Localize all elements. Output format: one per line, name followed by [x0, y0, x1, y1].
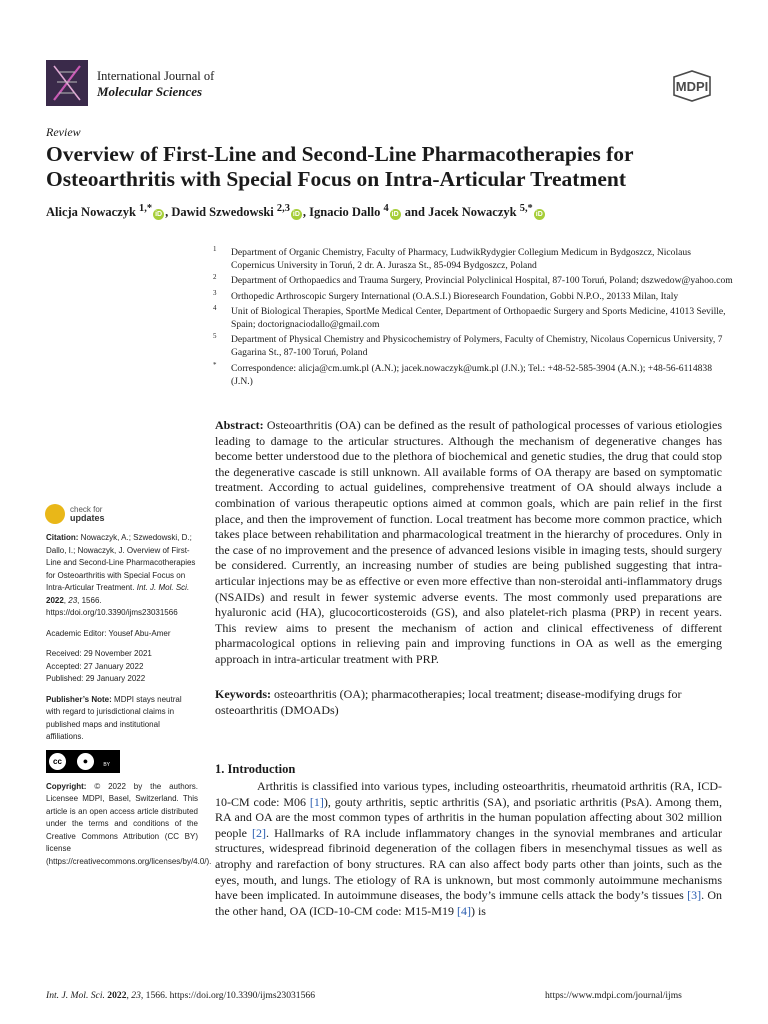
- correspondence-text[interactable]: Correspondence: alicja@cm.umk.pl (A.N.); jacek.nowaczyk@umk.pl (J.N.); Tel.: +48-52-585-3904 (A.N.); +48-56-6114838 (J.N.): [231, 362, 713, 387]
- affiliation-number: 5: [213, 332, 217, 341]
- affiliation-number: 3: [213, 288, 217, 297]
- affiliation-text: Department of Physical Chemistry and Physicochemistry of Polymers, Faculty of Chemistry, Nicolaus Copernicus University, 7 Gagarina St., 87-100 Toruń, Poland: [231, 334, 723, 359]
- intro-text: . Hallmarks of RA include inflammatory changes in the synovial membranes and articular structures, widespread fibrinoid degeneration of the collagen fibers in mesenchymal tissues as well as atrophy and rarefaction of bony structures. RA can also affect body parts other than joints, such as the eyes, mouth, and lungs. The etiology of RA is unknown, but most commonly autoimmune mechanisms have been implicated. In autoimmune diseases, the body’s immune cells attack the body’s tissues: [215, 825, 722, 903]
- footer-citation: Int. J. Mol. Sci. 2022, 23, 1566. https://doi.org/10.3390/ijms23031566: [46, 990, 315, 1001]
- citation-year: 2022: [46, 595, 64, 605]
- author-list: [46, 203, 546, 220]
- intro-text: ) is: [470, 903, 486, 918]
- copyright-block: [46, 781, 212, 869]
- author-name[interactable]: Alicja Nowaczyk: [46, 205, 136, 220]
- publisher-note: [46, 694, 198, 744]
- keywords-label: Keywords:: [215, 687, 271, 701]
- affiliation-item: [213, 274, 733, 287]
- affiliation-text: Department of Organic Chemistry, Faculty of Pharmacy, LudwikRydygier Collegium Medicum in Bydgoszcz, Nicolaus Copernicus University in Toruń, 2 dr. A. Jurasza St., 85-094 Bydgoszcz, Poland: [231, 247, 691, 272]
- author-separator: and: [401, 205, 429, 220]
- author-affiliation-ref: 4: [383, 203, 389, 214]
- article-title: Overview of First-Line and Second-Line Pharmacotherapies for Osteoarthritis with Special Focus on Intra-Articular Treatment: [46, 142, 634, 191]
- reference-link[interactable]: [1]: [309, 794, 324, 809]
- intro-text: ), gouty arthritis, septic arthritis (SA), and psoriatic arthritis (PsA). Among them, RA and OA are the most common types of arthritis in the human population affecting about 302 million people: [215, 794, 723, 840]
- affiliation-item: [213, 290, 733, 303]
- affiliation-text: Department of Orthopaedics and Trauma Surgery, Provincial Polyclinical Hospital, 87-100 Toruń, Poland; dszwedow@yahoo.com: [231, 275, 733, 287]
- footer-volume: 23: [131, 990, 141, 1001]
- footer-year: 2022: [107, 990, 127, 1001]
- section-heading: 1. Introduction: [215, 762, 296, 776]
- reference-link[interactable]: [3]: [687, 888, 702, 903]
- copyright-label: Copyright:: [46, 781, 87, 791]
- journal-name-line2: Molecular Sciences: [97, 84, 203, 99]
- check-updates-line1: check for: [70, 505, 103, 514]
- author-affiliation-ref: 2,3: [276, 203, 290, 214]
- author-affiliation-ref: 1,*: [139, 203, 153, 214]
- affiliation-text: Unit of Biological Therapies, SportMe Medical Center, Department of Orthopaedic Surgery and Sports Medicine, 41013 Seville, Spain; doctorignaciodallo@gmail.com: [231, 305, 726, 331]
- mdpi-logo-icon: [664, 70, 720, 102]
- affiliation-item: [213, 246, 733, 272]
- check-updates-line2: updates: [70, 513, 105, 523]
- check-updates-button[interactable]: [70, 505, 105, 523]
- publisher-note-label: Publisher’s Note:: [46, 694, 112, 704]
- cc-icon: cc: [49, 753, 66, 770]
- journal-name: [97, 68, 214, 100]
- cc-by-label: BY: [103, 762, 110, 768]
- footer-journal-url[interactable]: https://www.mdpi.com/journal/ijms: [545, 990, 682, 1001]
- citation-block: Citation: Nowaczyk, A.; Szwedowski, D.; Dallo, I.; Nowaczyk, J. Overview of First-Line and Second-Line Pharmacotherapies for Osteoarthritis with Special Focus on Intra-Articular Treatment. Int. J. Mol. Sci. 2022, 23, 1566. https://doi.org/10.3390/ijms23031566: [46, 533, 196, 617]
- by-person-icon: ●: [77, 753, 94, 770]
- orcid-icon[interactable]: iD: [292, 211, 300, 219]
- copyright-text: © 2022 by the authors. Licensee MDPI, Basel, Switzerland. This article is an open access article distributed under the terms and conditions of the Creative Commons Attribution (CC BY) license (https://creativecommons.org/licenses/by/4.0/).: [46, 781, 212, 866]
- affiliation-number: 4: [213, 303, 217, 312]
- journal-logo-icon: [46, 60, 88, 106]
- reference-link[interactable]: [4]: [456, 903, 471, 918]
- citation-label: Citation:: [46, 533, 79, 542]
- intro-text: . On the other hand, OA (ICD-10-CM code: M15-M19: [215, 888, 722, 918]
- check-updates-icon[interactable]: [45, 504, 65, 524]
- received-date: Received: 29 November 2021: [46, 649, 152, 658]
- article-type: Review: [46, 125, 81, 139]
- orcid-icon[interactable]: iD: [535, 211, 543, 219]
- abstract-text: Osteoarthritis (OA) can be defined as the result of pathological processes of various etiologies leading to damage to the articular structures. Although the mechanism of degenerative changes has become better understood due to the plethora of biochemical and genetic studies, the drug that could stop the degenerative cascade is still unknown. All available forms of OA therapy are based on symptomatic treatment. According to actual guidelines, comprehensive treatment of OA should always include a combination of various therapeutic options aimed at common goals, which are pain relief in the first place, and then the improvement of function. Local treatment has become more common practice, which takes place between rehabilitation and pharmacological treatment in the hierarchy of procedures. Only in the case of no improvement and the presence of advanced lesions visible in imaging tests, should surgery be considered. Currently, an increasing number of studies are being published suggesting that intra-articular injections may be as effective or even more effective than non-steroidal anti-inflammatory drugs (NSAIDs) and result in fewer systemic adverse events. The most commonly used preparations are hyaluronic acid (HA), glucocorticosteroids (GS), and also platelet-rich plasma (PRP) in recent years. This review aims to present the mechanism of action and clinical effectiveness of different pharmacological options in relieving pain and improving functions in OA as well as the emerging approach in intra-articular treatment with PRP.: [215, 418, 723, 666]
- reference-link[interactable]: [2]: [252, 825, 267, 840]
- sidebar-info: [46, 532, 212, 868]
- author-name[interactable]: Dawid Szwedowski: [171, 205, 274, 220]
- author-separator: ,: [302, 205, 310, 220]
- affiliation-item: [213, 333, 733, 359]
- author-affiliation-ref: 5,*: [519, 203, 533, 214]
- intro-paragraph: [215, 779, 722, 919]
- citation-journal: Int. J. Mol. Sci.: [136, 583, 190, 592]
- footer-journal: Int. J. Mol. Sci.: [46, 990, 105, 1001]
- citation-volume: 23: [68, 595, 78, 605]
- keywords-paragraph: [215, 687, 722, 718]
- affiliation-number: 1: [213, 245, 217, 253]
- affiliation-text: Orthopedic Arthroscopic Surgery International (O.A.S.I.) Bioresearch Foundation, Gobbi N.P.O., 20133 Milan, Italy: [231, 290, 679, 302]
- publisher-note-text: MDPI stays neutral with regard to jurisdictional claims in published maps and institutional affiliations.: [46, 694, 182, 741]
- intro-text: Arthritis is classified into various types, including osteoarthritis, rheumatoid arthritis (RA, ICD-10-CM code: M06: [215, 779, 722, 809]
- orcid-icon[interactable]: iD: [391, 211, 399, 219]
- published-date: Published: 29 January 2022: [46, 674, 146, 683]
- footer-doi[interactable]: , 1566. https://doi.org/10.3390/ijms23031566: [140, 990, 315, 1001]
- citation-pages: 1566.: [81, 595, 102, 605]
- abstract-paragraph: [215, 418, 722, 668]
- mdpi-logo: [664, 70, 720, 107]
- abstract-label: Abstract:: [215, 418, 264, 432]
- affiliation-number: 2: [213, 273, 217, 282]
- journal-name-line1: International Journal of: [97, 69, 215, 83]
- author-name[interactable]: Jacek Nowaczyk: [428, 205, 517, 220]
- accepted-date: Accepted: 27 January 2022: [46, 661, 144, 671]
- citation-text: Nowaczyk, A.; Szwedowski, D.; Dallo, I.; Nowaczyk, J. Overview of First-Line and Second-Line Pharmacotherapies for Osteoarthritis with Special Focus on Intra-Articular Treatment.: [46, 533, 196, 592]
- affiliation-item: [213, 305, 733, 331]
- affiliation-number: *: [213, 360, 217, 369]
- academic-editor: Academic Editor: Yousef Abu-Amer: [46, 628, 171, 638]
- author-separator: ,: [165, 205, 172, 220]
- affiliation-list: [213, 246, 733, 390]
- orcid-icon[interactable]: iD: [155, 211, 163, 219]
- mdpi-logo-text: MDPI: [675, 79, 709, 94]
- keywords-text: osteoarthritis (OA); pharmacotherapies; local treatment; disease-modifying drugs for osteoarthritis (DMOADs): [215, 687, 682, 717]
- cc-by-license-badge[interactable]: [46, 750, 120, 773]
- correspondence-item: [213, 362, 733, 388]
- citation-doi-link[interactable]: https://doi.org/10.3390/ijms23031566: [46, 608, 178, 617]
- author-name[interactable]: Ignacio Dallo: [309, 205, 381, 220]
